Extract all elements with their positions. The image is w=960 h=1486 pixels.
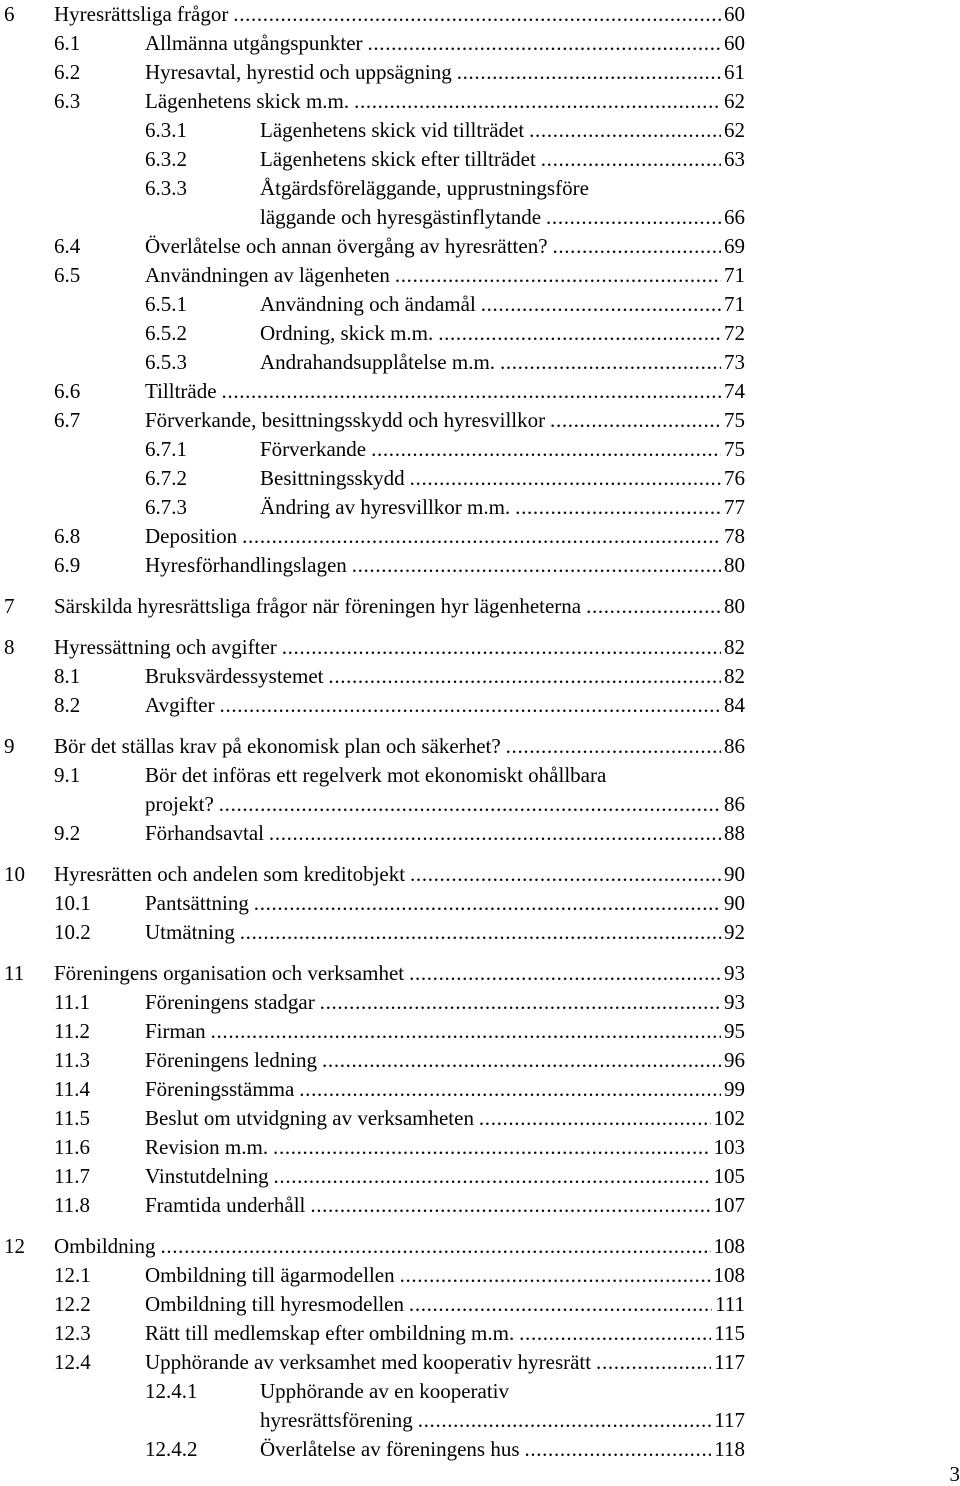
- toc-entry-number: 11.6: [54, 1135, 90, 1159]
- toc-entry: [0, 592, 960, 620]
- toc-entry: [0, 918, 960, 946]
- toc-entry-page: 76: [721, 464, 745, 492]
- toc-entry-page: 96: [721, 1046, 745, 1074]
- toc-entry-number: 12: [4, 1234, 25, 1258]
- toc-entry-page: 86: [721, 732, 745, 760]
- toc-entry-number: 6.7.3: [145, 495, 187, 519]
- toc-entry-leader: [145, 691, 721, 719]
- toc-entry-leader: [145, 1017, 721, 1045]
- toc-entry-leader: [145, 918, 721, 946]
- toc-entry-number: 6.5.2: [145, 321, 187, 345]
- toc-entry-title: Användning och ändamål: [260, 292, 476, 316]
- toc-entry-title: projekt?: [145, 792, 214, 816]
- toc-entry-leader: [260, 1377, 745, 1405]
- toc-entry-page: 77: [721, 493, 745, 521]
- toc-entry-page: 60: [721, 0, 745, 28]
- toc-entry-number: 6.7.2: [145, 466, 187, 490]
- toc-entry-number: 6.4: [54, 234, 81, 258]
- toc-entry-page: 75: [721, 435, 745, 463]
- toc-entry-number: 6.3.2: [145, 147, 187, 171]
- toc-entry-title: Ombildning: [54, 1234, 156, 1258]
- toc-entry: [0, 1104, 960, 1132]
- toc-entry-leader: [145, 1133, 711, 1161]
- toc-entry-title: Ombildning till ägarmodellen: [145, 1263, 395, 1287]
- toc-entry-title: Förhandsavtal: [145, 821, 264, 845]
- toc-entry-title: Hyresförhandlingslagen: [145, 553, 347, 577]
- toc-entry-number: 12.2: [54, 1292, 91, 1316]
- toc-entry: [0, 261, 960, 289]
- toc-entry-page: 108: [711, 1232, 746, 1260]
- toc-entry-page: 71: [721, 290, 745, 318]
- toc-entry-number: 6.7.1: [145, 437, 187, 461]
- toc-entry-leader: [145, 58, 721, 86]
- toc-entry-page: 105: [711, 1162, 746, 1190]
- toc-entry: [0, 290, 960, 318]
- toc-entry-leader: [145, 232, 721, 260]
- toc-entry-page: 72: [721, 319, 745, 347]
- toc-entry: [0, 116, 960, 144]
- toc-entry-number: 10: [4, 862, 25, 886]
- toc-entry-title: Utmätning: [145, 920, 235, 944]
- toc-entry-title: Föreningens ledning: [145, 1048, 318, 1072]
- toc-entry: [0, 406, 960, 434]
- toc-entry-leader: [145, 889, 721, 917]
- toc-entry-title: Tillträde: [145, 379, 217, 403]
- toc-entry-title: Allmänna utgångspunkter: [145, 31, 363, 55]
- toc-entry-title: Upphörande av en kooperativ: [260, 1379, 509, 1403]
- toc-entry-number: 6: [4, 2, 15, 26]
- toc-entry-leader: [54, 860, 721, 888]
- toc-entry-page: 93: [721, 988, 745, 1016]
- toc-entry-page: 86: [721, 790, 745, 818]
- toc-entry-leader: [145, 1075, 721, 1103]
- toc-entry-page: 117: [711, 1406, 745, 1434]
- toc-entry-title: Hyresrätten och andelen som kreditobjekt: [54, 862, 406, 886]
- toc-entry: [0, 377, 960, 405]
- toc-entry-leader: [145, 1261, 711, 1289]
- toc-entry-title: Särskilda hyresrättsliga frågor när föreningen hyr lägenheterna: [54, 594, 582, 618]
- toc-entry-page: 95: [721, 1017, 745, 1045]
- toc-entry: [0, 691, 960, 719]
- toc-entry-number: 6.1: [54, 31, 81, 55]
- toc-entry: [0, 633, 960, 661]
- toc-entry-leader: [260, 116, 721, 144]
- toc-entry-page: 92: [721, 918, 745, 946]
- toc-entry-number: 12.3: [54, 1321, 91, 1345]
- toc-entry-number: 11.3: [54, 1048, 90, 1072]
- toc-entry-number: 6.3.3: [145, 176, 187, 200]
- toc-entry-page: 108: [711, 1261, 746, 1289]
- toc-entry-page: 61: [721, 58, 745, 86]
- toc-entry: [0, 87, 960, 115]
- toc-entry-leader: [260, 435, 721, 463]
- toc-entry-leader: [145, 1191, 711, 1219]
- toc-entry-title: Åtgärdsföreläggande, upprustningsföre: [260, 176, 589, 200]
- toc-entry-title: Bör det ställas krav på ekonomisk plan och säkerhet?: [54, 734, 501, 758]
- toc-entry-title: Andrahandsupplåtelse m.m.: [260, 350, 496, 374]
- toc-entry-leader: [260, 145, 721, 173]
- toc-entry: [0, 761, 960, 789]
- toc-entry-number: 12.4.2: [145, 1437, 198, 1461]
- toc-entry: [0, 790, 960, 818]
- toc-entry-number: 6.2: [54, 60, 81, 84]
- toc-entry-leader: [260, 348, 721, 376]
- toc-entry-title: Bruksvärdessystemet: [145, 664, 324, 688]
- toc-entry: [0, 1232, 960, 1260]
- toc-entry-page: 82: [721, 633, 745, 661]
- toc-entry: [0, 1017, 960, 1045]
- toc-entry-page: 102: [711, 1104, 746, 1132]
- toc-entry: [0, 522, 960, 550]
- toc-entry-title: Lägenhetens skick m.m.: [145, 89, 350, 113]
- toc-entry-page: 88: [721, 819, 745, 847]
- toc-entry: [0, 732, 960, 760]
- toc-entry: [0, 1319, 960, 1347]
- toc-entry-number: 11.8: [54, 1193, 90, 1217]
- toc-entry-leader: [145, 1290, 712, 1318]
- toc-entry-number: 11: [4, 961, 25, 985]
- toc-entry-title: Ordning, skick m.m.: [260, 321, 434, 345]
- toc-entry: [0, 1377, 960, 1405]
- toc-entry-number: 12.4.1: [145, 1379, 198, 1403]
- toc-entry-page: 118: [711, 1435, 745, 1463]
- toc-entry-title: Upphörande av verksamhet med kooperativ hyresrätt: [145, 1350, 592, 1374]
- toc-entry-title: Lägenhetens skick vid tillträdet: [260, 118, 525, 142]
- toc-entry-number: 9.1: [54, 763, 81, 787]
- toc-entry-page: 115: [711, 1319, 745, 1347]
- toc-entry-number: 12.1: [54, 1263, 91, 1287]
- toc-entry-title: Lägenhetens skick efter tillträdet: [260, 147, 536, 171]
- toc-entry-page: 66: [721, 203, 745, 231]
- toc-entry-page: 103: [711, 1133, 746, 1161]
- toc-entry-leader: [145, 406, 721, 434]
- toc-entry-page: 71: [721, 261, 745, 289]
- toc-entry-number: 6.5: [54, 263, 81, 287]
- toc-entry: [0, 988, 960, 1016]
- toc-entry-page: 60: [721, 29, 745, 57]
- toc-entry-number: 6.8: [54, 524, 81, 548]
- toc-entry-leader: [260, 464, 721, 492]
- toc-entry-page: 107: [711, 1191, 746, 1219]
- toc-entry: [0, 1162, 960, 1190]
- toc-entry-title: Hyresrättsliga frågor: [54, 2, 229, 26]
- toc-entry-number: 8.2: [54, 693, 81, 717]
- toc-entry: [0, 1261, 960, 1289]
- toc-entry: [0, 0, 960, 28]
- toc-entry-page: 84: [721, 691, 745, 719]
- toc-entry: [0, 1348, 960, 1376]
- toc-entry-title: Föreningsstämma: [145, 1077, 295, 1101]
- toc-entry-number: 8: [4, 635, 15, 659]
- toc-entry-leader: [260, 1406, 711, 1434]
- toc-entry-leader: [54, 0, 721, 28]
- toc-entry-leader: [145, 819, 721, 847]
- toc-entry-page: 80: [721, 551, 745, 579]
- toc-entry-title: Hyresavtal, hyrestid och uppsägning: [145, 60, 452, 84]
- toc-entry: [0, 1075, 960, 1103]
- toc-entry-title: Överlåtelse av föreningens hus: [260, 1437, 520, 1461]
- toc-entry-title: Pantsättning: [145, 891, 249, 915]
- toc-entry-leader: [145, 551, 721, 579]
- toc-entry-number: 6.5.3: [145, 350, 187, 374]
- toc-entry-title: Förverkande, besittningsskydd och hyresvillkor: [145, 408, 546, 432]
- toc-entry-title: Användningen av lägenheten: [145, 263, 390, 287]
- toc-entry-leader: [145, 87, 721, 115]
- toc-entry: [0, 889, 960, 917]
- toc-entry-number: 6.5.1: [145, 292, 187, 316]
- toc-entry-leader: [145, 29, 721, 57]
- toc-entry-leader: [260, 493, 721, 521]
- toc-entry-number: 12.4: [54, 1350, 91, 1374]
- toc-entry-title: Vinstutdelning: [145, 1164, 269, 1188]
- toc-entry-leader: [260, 1435, 711, 1463]
- toc-entry-title: Revision m.m.: [145, 1135, 269, 1159]
- toc-entry: [0, 493, 960, 521]
- toc-entry-title: Ombildning till hyresmodellen: [145, 1292, 404, 1316]
- toc-entry-number: 10.2: [54, 920, 91, 944]
- toc-entry-leader: [145, 761, 745, 789]
- toc-entry-page: 82: [721, 662, 745, 690]
- toc-entry: [0, 319, 960, 347]
- toc-entry-leader: [260, 174, 745, 202]
- toc-entry: [0, 174, 960, 202]
- toc-entry-page: 74: [721, 377, 745, 405]
- toc-entry-page: 99: [721, 1075, 745, 1103]
- toc-entry-leader: [145, 1162, 711, 1190]
- toc-entry-page: 90: [721, 889, 745, 917]
- toc-entry-leader: [260, 290, 721, 318]
- toc-entry-title: Avgifter: [145, 693, 215, 717]
- toc-entry: [0, 145, 960, 173]
- toc-entry-number: 11.4: [54, 1077, 90, 1101]
- toc-entry: [0, 29, 960, 57]
- toc-entry-leader: [54, 959, 721, 987]
- toc-entry-page: 93: [721, 959, 745, 987]
- toc-entry: [0, 1290, 960, 1318]
- toc-entry-title: Deposition: [145, 524, 238, 548]
- toc-entry: [0, 348, 960, 376]
- toc-entry-leader: [145, 988, 721, 1016]
- toc-entry-leader: [54, 592, 721, 620]
- toc-entry-number: 6.3.1: [145, 118, 187, 142]
- toc-entry-page: 111: [712, 1290, 745, 1318]
- toc-entry-leader: [54, 732, 721, 760]
- toc-entry-page: 75: [721, 406, 745, 434]
- toc-entry-title: Firman: [145, 1019, 206, 1043]
- toc-entry-leader: [145, 790, 721, 818]
- toc-entry-page: 62: [721, 87, 745, 115]
- toc-entry-title: Föreningens stadgar: [145, 990, 315, 1014]
- toc-entry-title: Besittningsskydd: [260, 466, 405, 490]
- toc-entry-number: 7: [4, 594, 15, 618]
- toc-entry-leader: [145, 1319, 711, 1347]
- toc-entry: [0, 819, 960, 847]
- toc-entry-title: Framtida underhåll: [145, 1193, 306, 1217]
- toc-entry-leader: [145, 1348, 711, 1376]
- toc-entry: [0, 1046, 960, 1074]
- toc-entry-title: läggande och hyresgästinflytande: [260, 205, 542, 229]
- toc-entry-leader: [145, 662, 721, 690]
- toc-entry-leader: [145, 1046, 721, 1074]
- toc-entry-number: 11.7: [54, 1164, 90, 1188]
- toc-entry-leader: [260, 203, 721, 231]
- toc-entry-number: 10.1: [54, 891, 91, 915]
- toc-entry-page: 78: [721, 522, 745, 550]
- toc-entry-leader: [54, 633, 721, 661]
- page-number: 3: [949, 1462, 960, 1486]
- toc-entry: [0, 1133, 960, 1161]
- toc-entry: [0, 662, 960, 690]
- toc-entry: [0, 58, 960, 86]
- toc-entry-number: 6.7: [54, 408, 81, 432]
- toc-entry-leader: [145, 377, 721, 405]
- toc-entry-title: Ändring av hyresvillkor m.m.: [260, 495, 511, 519]
- toc-entry-page: 69: [721, 232, 745, 260]
- toc-entry-leader: [145, 1104, 711, 1132]
- toc-entry: [0, 1435, 960, 1463]
- toc-entry: [0, 1191, 960, 1219]
- toc-entry-leader: [54, 1232, 711, 1260]
- toc-entry: [0, 1406, 960, 1434]
- toc-entry-leader: [145, 261, 721, 289]
- toc-entry-page: 62: [721, 116, 745, 144]
- toc-entry-leader: [145, 522, 721, 550]
- toc-entry-title: hyresrättsförening: [260, 1408, 413, 1432]
- toc-entry: [0, 860, 960, 888]
- toc-entry: [0, 203, 960, 231]
- toc-entry-page: 63: [721, 145, 745, 173]
- toc-entry-number: 9: [4, 734, 15, 758]
- toc-entry-title: Rätt till medlemskap efter ombildning m.m.: [145, 1321, 515, 1345]
- toc-entry-number: 11.5: [54, 1106, 90, 1130]
- toc-entry-leader: [260, 319, 721, 347]
- toc-entry-number: 6.9: [54, 553, 81, 577]
- toc-entry-page: 90: [721, 860, 745, 888]
- toc-entry-title: Hyressättning och avgifter: [54, 635, 277, 659]
- toc-entry-page: 80: [721, 592, 745, 620]
- toc-entry-number: 11.2: [54, 1019, 90, 1043]
- toc-entry-title: Förverkande: [260, 437, 367, 461]
- toc-entry-number: 6.3: [54, 89, 81, 113]
- toc-entry-title: Bör det införas ett regelverk mot ekonomiskt ohållbara: [145, 763, 607, 787]
- toc-entry-number: 11.1: [54, 990, 90, 1014]
- toc-entry-page: 117: [711, 1348, 745, 1376]
- toc-entry-title: Överlåtelse och annan övergång av hyresrätten?: [145, 234, 548, 258]
- toc-entry-number: 9.2: [54, 821, 81, 845]
- toc-entry: [0, 959, 960, 987]
- toc-entry-page: 73: [721, 348, 745, 376]
- toc-entry-title: Föreningens organisation och verksamhet: [54, 961, 405, 985]
- toc-entry-number: 8.1: [54, 664, 81, 688]
- toc-entry: [0, 551, 960, 579]
- toc-entry-title: Beslut om utvidgning av verksamheten: [145, 1106, 474, 1130]
- toc-entry: [0, 232, 960, 260]
- toc-entry-number: 6.6: [54, 379, 81, 403]
- toc-entry: [0, 435, 960, 463]
- toc-entry: [0, 464, 960, 492]
